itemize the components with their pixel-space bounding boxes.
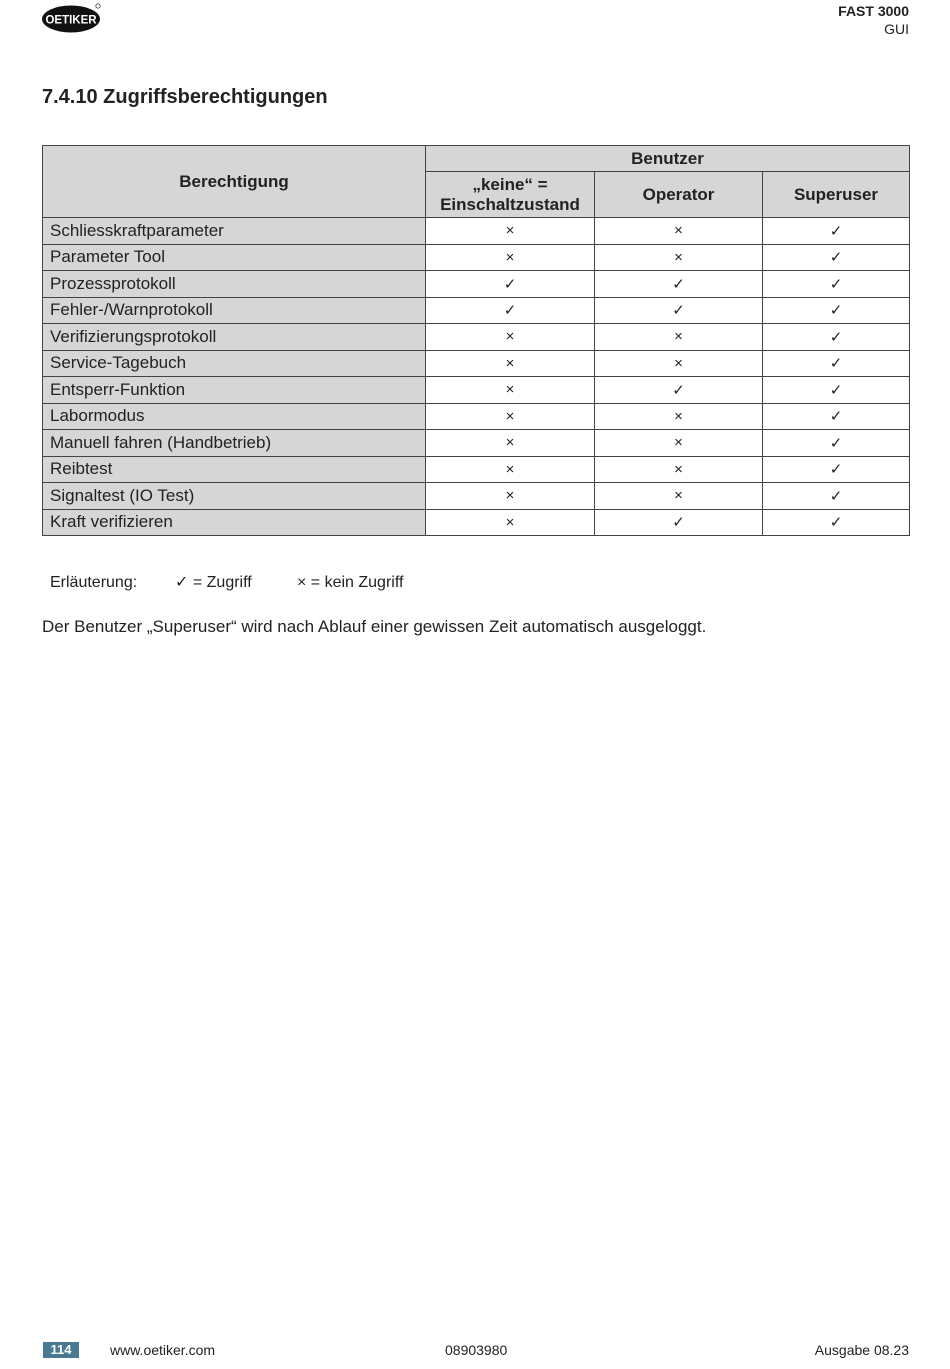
access-mark-superuser: ✓: [763, 483, 910, 510]
access-mark-operator: ✓: [595, 297, 763, 324]
access-mark-superuser: ✓: [763, 430, 910, 457]
header-none-line1: „keine“ =: [472, 174, 548, 194]
oetiker-logo: [42, 3, 102, 33]
logo-text: OETIKER: [45, 14, 97, 27]
access-mark-operator: ✓: [595, 377, 763, 404]
access-mark-operator: ✓: [595, 509, 763, 536]
header-none-line2: Einschaltzustand: [440, 194, 580, 214]
access-mark-superuser: ✓: [763, 218, 910, 245]
permission-label: Service-Tagebuch: [43, 350, 426, 377]
table-row: [43, 377, 910, 404]
permission-label: Parameter Tool: [43, 244, 426, 271]
header-permission: Berechtigung: [43, 146, 426, 218]
access-mark-none: ×: [426, 377, 595, 404]
access-mark-operator: ×: [595, 350, 763, 377]
legend-no-access: × = kein Zugriff: [297, 574, 404, 591]
table-row: [43, 403, 910, 430]
table-row: [43, 483, 910, 510]
footer-doc-number: 08903980: [445, 1342, 508, 1358]
access-mark-superuser: ✓: [763, 297, 910, 324]
permission-label: Schliesskraftparameter: [43, 218, 426, 245]
header-none: [426, 172, 595, 218]
legend-label: Erläuterung:: [50, 574, 138, 591]
table-row: [43, 271, 910, 298]
access-mark-none: ×: [426, 509, 595, 536]
permission-label: Kraft verifizieren: [43, 509, 426, 536]
table-row: [43, 324, 910, 351]
access-mark-none: ×: [426, 218, 595, 245]
access-mark-superuser: ✓: [763, 324, 910, 351]
permission-label: Manuell fahren (Handbetrieb): [43, 430, 426, 457]
page-number: 114: [43, 1342, 79, 1358]
table-row: [43, 244, 910, 271]
permission-label: Labormodus: [43, 403, 426, 430]
legend-access: ✓ = Zugriff: [175, 574, 252, 591]
access-mark-superuser: ✓: [763, 456, 910, 483]
superuser-note: Der Benutzer „Superuser“ wird nach Ablauf einer gewissen Zeit automatisch ausgeloggt.: [42, 617, 707, 636]
header-users: Benutzer: [426, 146, 910, 172]
access-mark-none: ×: [426, 456, 595, 483]
table-row: [43, 456, 910, 483]
header-superuser: Superuser: [763, 172, 910, 218]
access-mark-superuser: ✓: [763, 244, 910, 271]
footer-edition: Ausgabe 08.23: [814, 1342, 909, 1358]
table-row: [43, 218, 910, 245]
access-mark-none: ×: [426, 244, 595, 271]
access-mark-operator: ×: [595, 456, 763, 483]
access-mark-none: ✓: [426, 271, 595, 298]
permission-label: Entsperr-Funktion: [43, 377, 426, 404]
table-row: [43, 350, 910, 377]
permission-label: Signaltest (IO Test): [43, 483, 426, 510]
access-mark-superuser: ✓: [763, 271, 910, 298]
access-mark-superuser: ✓: [763, 403, 910, 430]
permission-label: Fehler-/Warnprotokoll: [43, 297, 426, 324]
section-title: 7.4.10 Zugriffsberechtigungen: [42, 86, 328, 108]
access-mark-operator: ×: [595, 483, 763, 510]
access-mark-operator: ×: [595, 218, 763, 245]
table-row: [43, 430, 910, 457]
section-name: GUI: [884, 21, 909, 37]
access-mark-superuser: ✓: [763, 377, 910, 404]
access-mark-superuser: ✓: [763, 509, 910, 536]
access-mark-operator: ×: [595, 244, 763, 271]
permission-label: Verifizierungsprotokoll: [43, 324, 426, 351]
access-mark-superuser: ✓: [763, 350, 910, 377]
access-mark-none: ×: [426, 483, 595, 510]
permission-label: Reibtest: [43, 456, 426, 483]
permissions-table: [42, 145, 910, 536]
permission-label: Prozessprotokoll: [43, 271, 426, 298]
header-info: [838, 2, 909, 38]
access-mark-none: ×: [426, 430, 595, 457]
table-row: [43, 297, 910, 324]
access-mark-operator: ✓: [595, 271, 763, 298]
footer-website: www.oetiker.com: [110, 1342, 216, 1358]
access-mark-operator: ×: [595, 430, 763, 457]
header-operator: Operator: [595, 172, 763, 218]
table-row: [43, 509, 910, 536]
access-mark-none: ×: [426, 350, 595, 377]
legend: [50, 572, 403, 592]
access-mark-operator: ×: [595, 324, 763, 351]
access-mark-operator: ×: [595, 403, 763, 430]
access-mark-none: ✓: [426, 297, 595, 324]
product-name: FAST 3000: [838, 3, 909, 19]
access-mark-none: ×: [426, 403, 595, 430]
access-mark-none: ×: [426, 324, 595, 351]
